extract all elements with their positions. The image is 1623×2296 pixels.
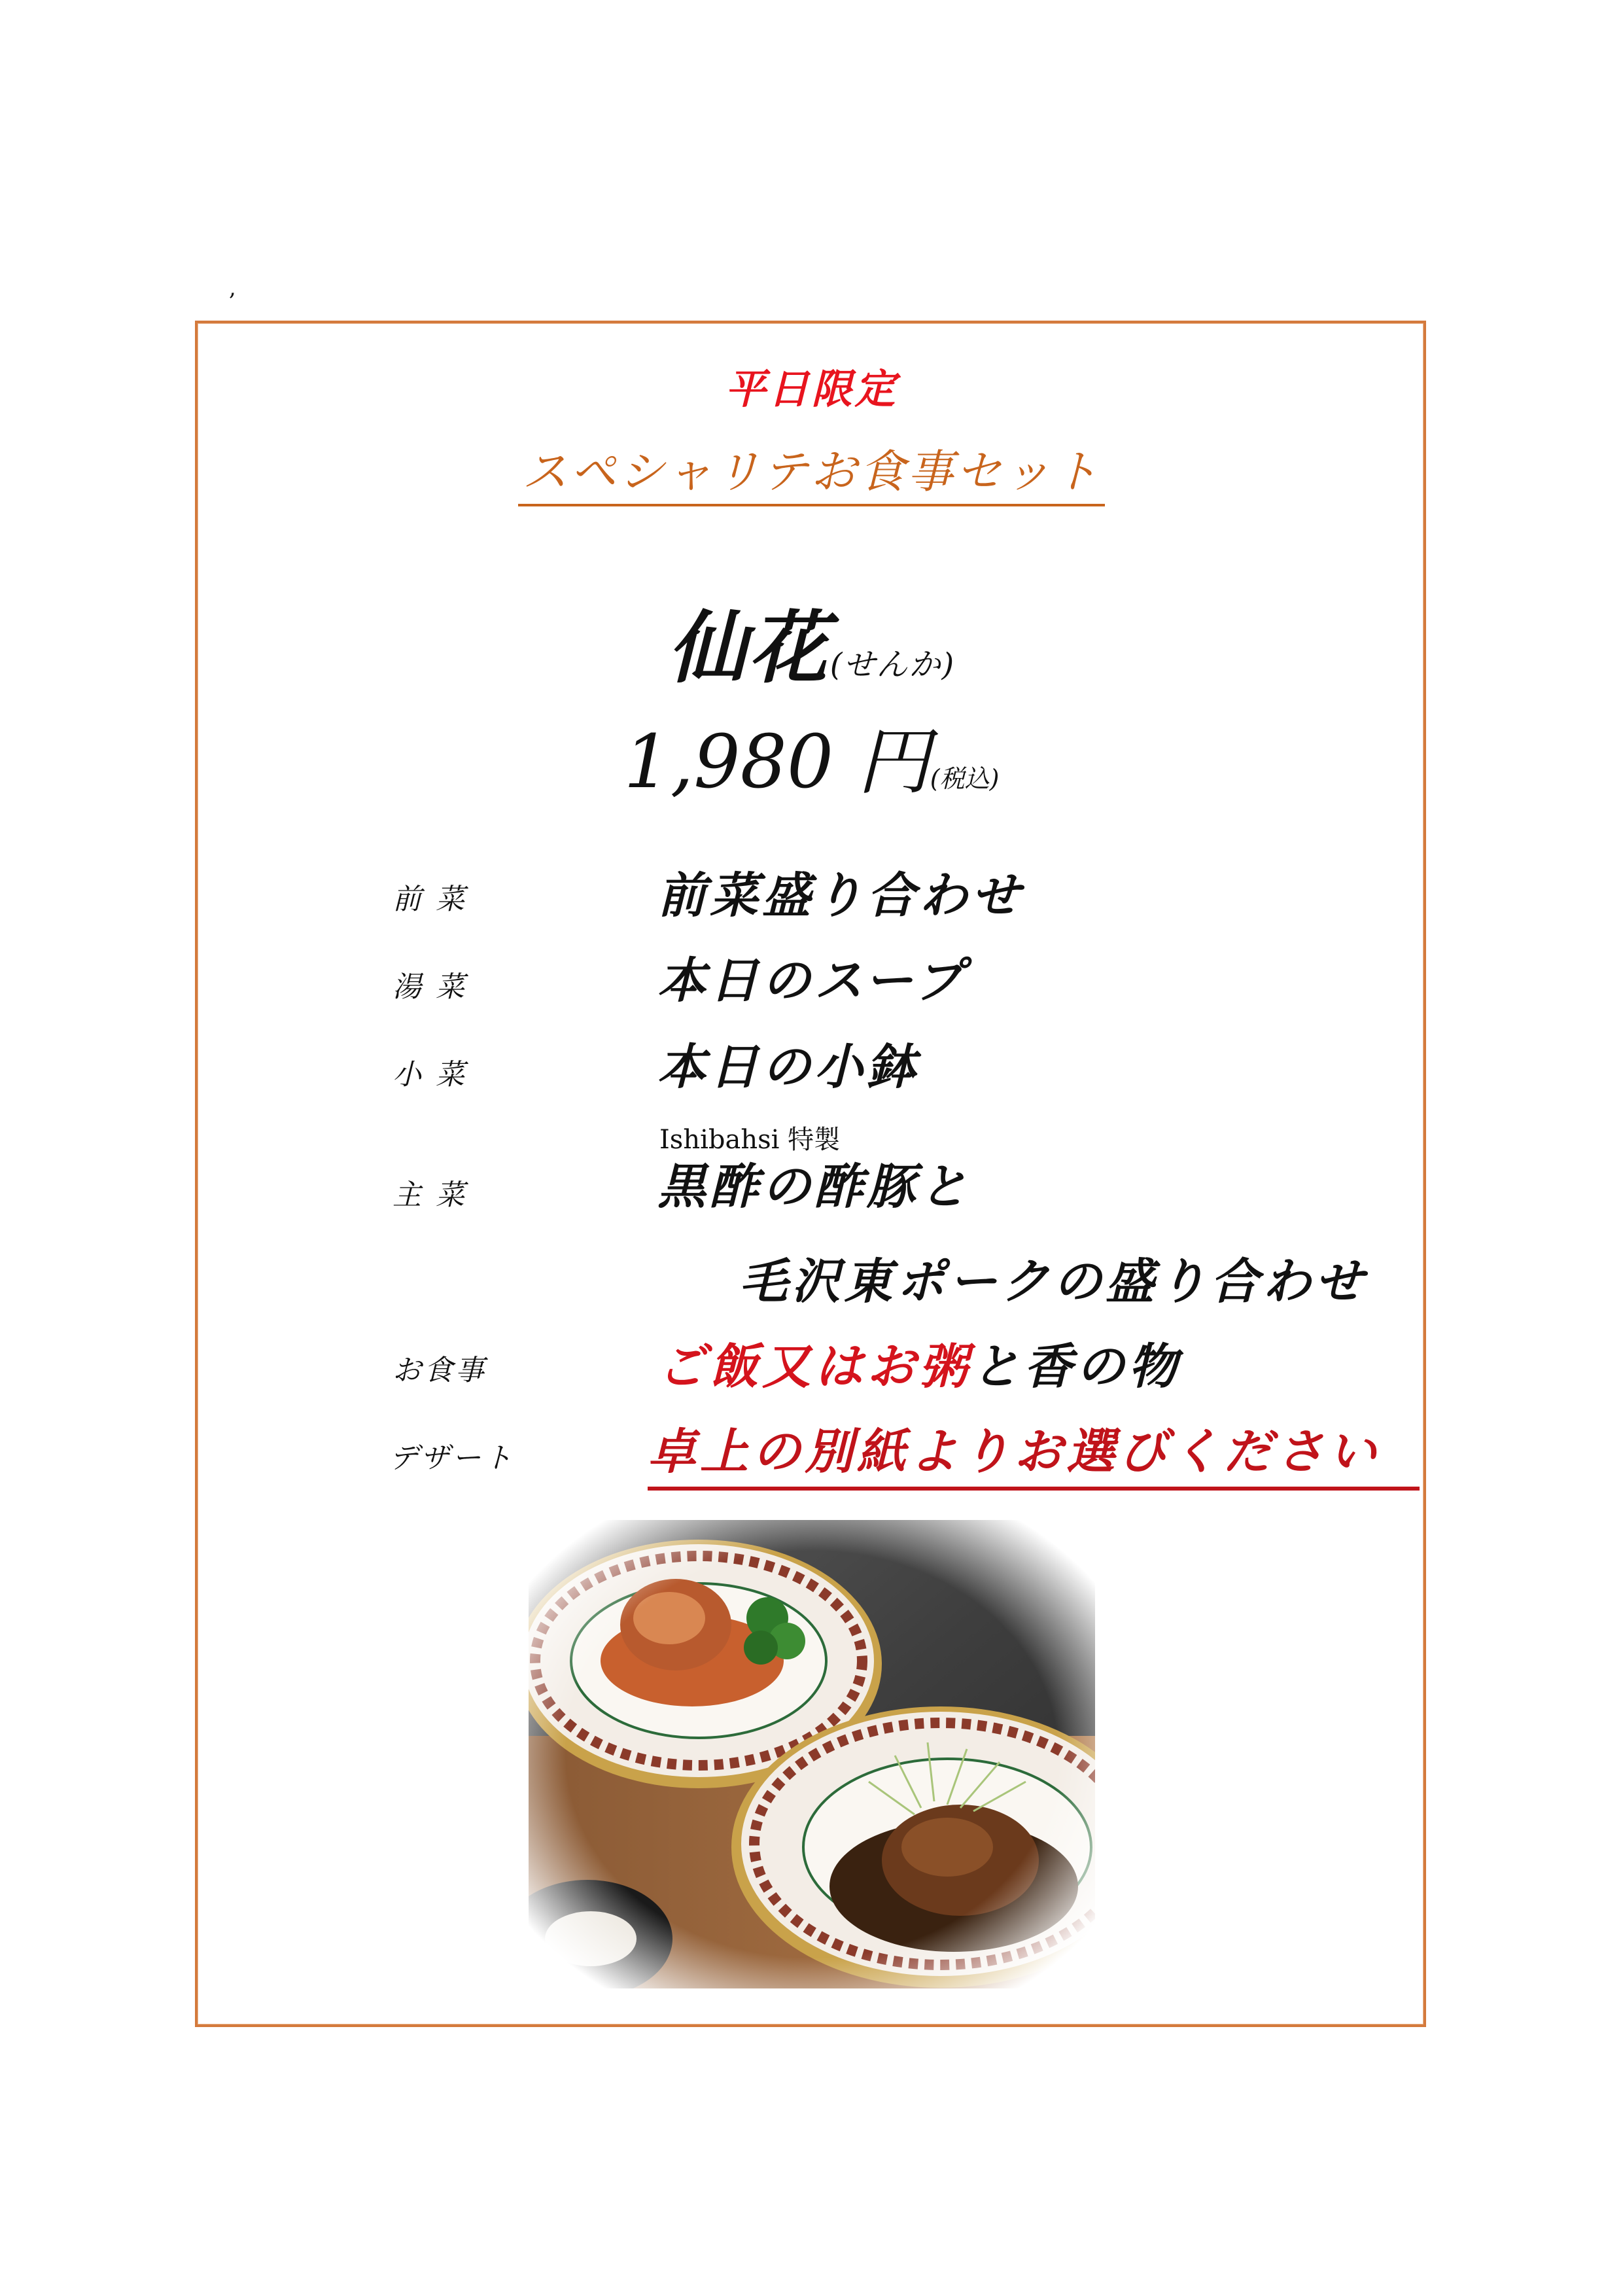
- set-title-text: スペシャリテお食事セット: [518, 435, 1105, 506]
- menu-label-tousai: 湯 菜: [393, 970, 467, 1004]
- menu-label-shousai: 小 菜: [393, 1058, 467, 1091]
- set-title: [0, 435, 1623, 506]
- course-name: [0, 586, 1623, 698]
- price: [0, 703, 1623, 809]
- food-photo: [529, 1520, 1095, 1988]
- menu-label-meal: お食事: [393, 1354, 487, 1387]
- menu-value-shousai: 本日の小鉢: [657, 1039, 919, 1095]
- menu-value-zensai: 前菜盛り合わせ: [657, 868, 1024, 924]
- menu-value-dessert-wrap: [648, 1413, 1420, 1491]
- menu-label-zensai: 前 菜: [393, 883, 467, 916]
- course-reading: (せんか): [829, 646, 956, 683]
- menu-value-shusai-line1: 黒酢の酢豚と: [657, 1159, 971, 1215]
- menu-value-tousai: 本日のスープ: [657, 953, 967, 1009]
- stray-mark: ,: [229, 275, 236, 301]
- course-name-text: 仙花: [667, 602, 830, 694]
- price-tax-note: (税込): [930, 764, 1000, 793]
- weekday-limited-label: 平日限定: [725, 365, 898, 413]
- menu-label-shusai: 主 菜: [393, 1178, 467, 1212]
- menu-value-meal: [657, 1328, 1181, 1398]
- price-amount: 1,980 円: [623, 720, 930, 805]
- photo-edge-fade: [529, 1520, 1095, 1988]
- menu-value-meal-rice: ご飯又はお粥: [657, 1339, 971, 1395]
- menu-label-dessert: デザート: [389, 1441, 515, 1475]
- menu-value-shusai-line2: 毛沢東ポークの盛り合わせ: [739, 1254, 1367, 1310]
- menu-value-meal-pickles: と香の物: [971, 1339, 1181, 1395]
- menu-value-dessert: 卓上の別紙よりお選びください: [648, 1413, 1420, 1491]
- main-dish-note: Ishibahsi 特製: [659, 1125, 841, 1155]
